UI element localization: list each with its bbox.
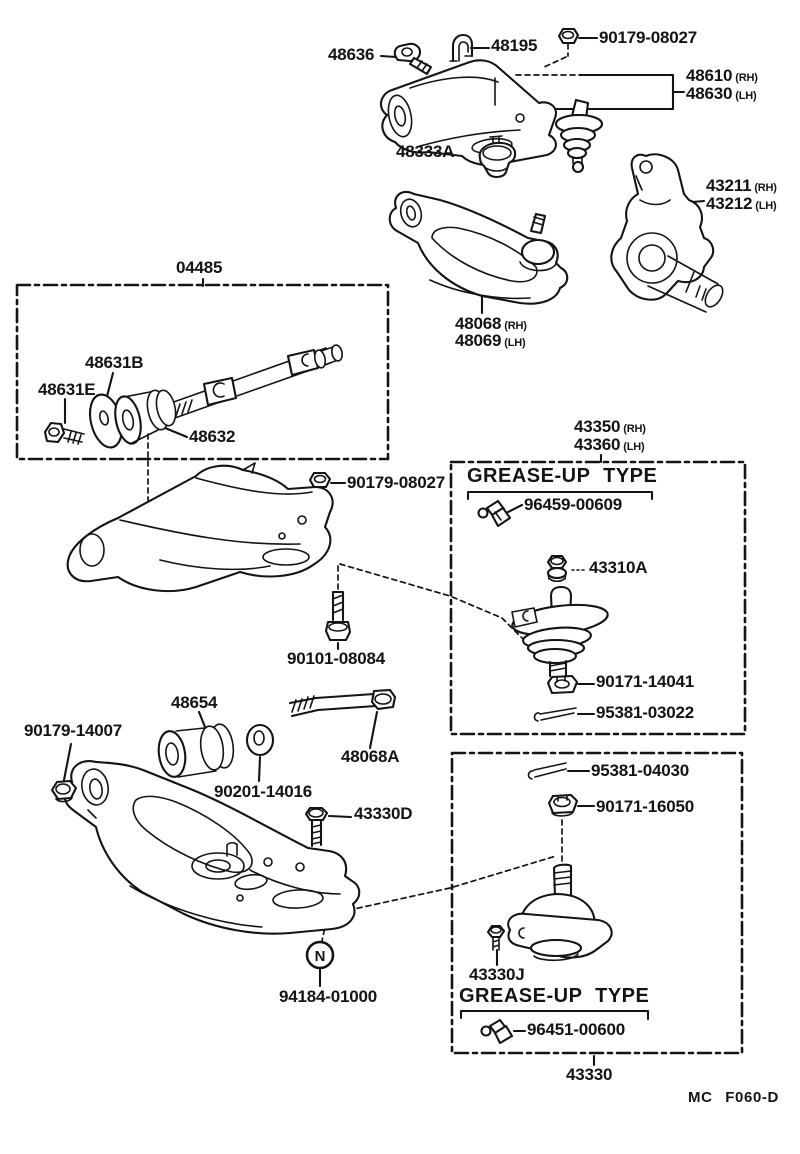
grease-up-type-lower-heading: GREASE-UP TYPE — [459, 985, 650, 1007]
nut-marker-N-symbol — [307, 942, 333, 968]
bolt-48636-drawing — [395, 44, 431, 74]
part-number-43360[interactable] — [574, 436, 644, 454]
part-number-48068-side: (RH) — [504, 320, 527, 332]
upper-grease-ball-joint-drawing — [511, 587, 610, 676]
nut-90179-14007-drawing — [52, 781, 76, 802]
part-number-43360-side: (LH) — [623, 441, 645, 453]
part-number-48630[interactable] — [686, 85, 756, 103]
part-number-90179-08027-mid[interactable]: 90179-08027 — [347, 473, 446, 492]
grease-up-type-upper-heading: GREASE-UP TYPE — [467, 465, 658, 487]
part-number-48654[interactable]: 48654 — [171, 693, 218, 712]
part-number-90179-14007[interactable]: 90179-14007 — [24, 721, 123, 740]
part-number-43211-side: (RH) — [754, 182, 777, 194]
part-number-43212-side: (LH) — [755, 200, 777, 212]
part-number-48630-side: (LH) — [735, 90, 757, 102]
nut-marker-letter: N — [314, 948, 326, 965]
cotter-pin-95381-03022-drawing — [534, 708, 576, 721]
part-number-90101-08084[interactable]: 90101-08084 — [287, 649, 386, 668]
part-number-96451-00600[interactable]: 96451-00600 — [527, 1020, 626, 1039]
part-number-48069[interactable] — [455, 332, 525, 350]
part-number-43350-side: (RH) — [623, 423, 646, 435]
lower-control-arm-underside-drawing — [65, 761, 360, 934]
grease-fitting-96459-00609-drawing — [479, 501, 511, 526]
part-number-48630-value: 48630 — [686, 84, 733, 103]
part-number-48069-side: (LH) — [504, 337, 526, 349]
upper-arm-underside-drawing — [68, 463, 333, 591]
part-number-43212-value: 43212 — [706, 194, 753, 213]
part-number-43350-value: 43350 — [574, 417, 621, 436]
part-number-48636[interactable]: 48636 — [328, 45, 375, 64]
part-number-48631B[interactable]: 48631B — [85, 353, 144, 372]
nut-90179-08027-top-drawing — [559, 29, 578, 43]
bushing-48654-drawing — [156, 723, 236, 779]
part-number-48069-value: 48069 — [455, 331, 502, 350]
part-number-43212[interactable] — [706, 195, 776, 213]
part-number-04485[interactable]: 04485 — [176, 258, 223, 277]
part-number-43211[interactable] — [706, 177, 777, 195]
bolt-90101-08084-drawing — [326, 592, 350, 640]
part-number-90171-14041[interactable]: 90171-14041 — [596, 672, 695, 691]
clip-48195-drawing — [450, 35, 472, 61]
bolt-43330D-drawing — [306, 808, 327, 846]
part-number-43310A[interactable]: 43310A — [589, 558, 648, 577]
cotter-pin-95381-04030-drawing — [528, 763, 566, 779]
washer-90201-14016-drawing — [247, 725, 273, 755]
part-number-48631E[interactable]: 48631E — [38, 380, 96, 399]
part-number-94184-01000[interactable]: 94184-01000 — [279, 987, 378, 1006]
upper-ball-joint-drawing — [556, 100, 602, 172]
part-number-43330J[interactable]: 43330J — [469, 965, 525, 984]
part-number-95381-04030[interactable]: 95381-04030 — [591, 761, 690, 780]
part-number-48632[interactable]: 48632 — [189, 427, 236, 446]
bolt-48068A-drawing — [290, 690, 395, 716]
part-number-48195[interactable]: 48195 — [491, 36, 538, 55]
part-number-43330D[interactable]: 43330D — [354, 804, 413, 823]
part-number-43211-value: 43211 — [706, 176, 752, 195]
grease-fitting-96451-00600-drawing — [482, 1020, 513, 1043]
plug-43310A-drawing — [548, 556, 566, 581]
castle-nut-90171-14041-drawing — [548, 676, 577, 693]
nut-90171-16050-drawing — [549, 795, 577, 816]
part-number-90179-08027-top[interactable]: 90179-08027 — [599, 28, 698, 47]
part-number-43360-value: 43360 — [574, 435, 621, 454]
nut-90179-08027-mid-drawing — [310, 473, 330, 487]
part-number-48068A[interactable]: 48068A — [341, 747, 400, 766]
part-number-95381-03022[interactable]: 95381-03022 — [596, 703, 695, 722]
part-number-48333A[interactable]: 48333A — [396, 142, 455, 161]
part-number-48610-value: 48610 — [686, 66, 733, 85]
lower-grease-ball-joint-drawing — [508, 865, 611, 961]
grease-fitting-43330J-drawing — [488, 926, 504, 950]
part-number-90171-16050[interactable]: 90171-16050 — [596, 797, 695, 816]
lower-control-arm-48068-drawing — [390, 192, 568, 304]
part-number-96459-00609[interactable]: 96459-00609 — [524, 495, 623, 514]
part-number-48610-side: (RH) — [735, 72, 758, 84]
page-code: MC F060-D — [688, 1089, 779, 1106]
part-number-48068-value: 48068 — [455, 314, 502, 333]
part-number-48610[interactable] — [686, 67, 758, 85]
part-number-90201-14016[interactable]: 90201-14016 — [214, 782, 313, 801]
part-number-43330[interactable]: 43330 — [566, 1065, 613, 1084]
part-number-43350[interactable] — [574, 418, 646, 436]
